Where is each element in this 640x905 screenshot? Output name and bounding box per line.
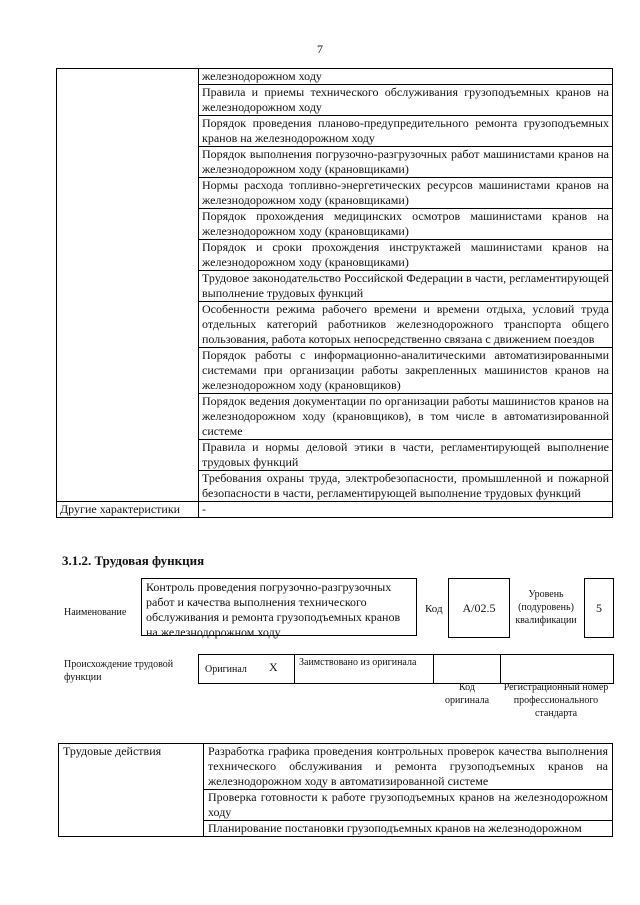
level-value: 5 (596, 600, 602, 615)
knowledge-item: Порядок выполнения погрузочно-разгрузочных работ машинистами кранов на железнодорожном ходу (крановщиками) (199, 147, 613, 178)
original-cell (198, 654, 295, 684)
labor-action-item: Проверка готовности к работе грузоподъемных кранов на железнодорожном ходу (204, 790, 613, 821)
knowledge-label-cell (57, 69, 199, 502)
code-box (448, 578, 510, 638)
other-characteristics-value: - (199, 502, 613, 518)
knowledge-item: Трудовое законодательство Российской Федерации в части, регламентирующей выполнение трудовых функций (199, 271, 613, 302)
code-label: Код (425, 603, 443, 615)
original-mark: X (269, 660, 278, 674)
table-row (57, 502, 613, 518)
knowledge-item: Порядок работы с информационно-аналитическими автоматизированными системами при организации работы закрепленных машинистов кранов на железнодорожном ходу (крановщиков) (199, 348, 613, 394)
level-box (584, 578, 614, 638)
section-title: 3.1.2. Трудовая функция (62, 553, 205, 568)
labor-actions-label: Трудовые действия (59, 744, 204, 837)
knowledge-item: Правила и нормы деловой этики в части, регламентирующей выполнение трудовых функций (199, 440, 613, 471)
knowledge-item: Требования охраны труда, электробезопасности, промышленной и пожарной безопасности в части, регламентирующей выполнение трудовых функций (199, 471, 613, 502)
origin-code-caption: Код оригинала (444, 682, 490, 706)
page-number: 7 (317, 42, 323, 56)
level-label: Уровень (подуровень) квалификации (515, 589, 577, 626)
origin-code-cell (433, 654, 501, 684)
original-label: Оригинал (205, 664, 247, 675)
borrowed-label: Заимствовано из оригинала (299, 657, 417, 668)
borrowed-cell (294, 654, 434, 684)
knowledge-item: Порядок ведения документации по организации работы машинистов кранов на железнодорожном ходу (крановщиков), в том числе в автоматизированной системе (199, 394, 613, 440)
function-name-box (141, 578, 417, 639)
knowledge-item: Порядок проведения планово-предупредительного ремонта грузоподъемных кранов на железнодорожном ходу (199, 116, 613, 147)
registration-caption: Регистрационный номер профессионального стандарта (503, 682, 609, 719)
other-characteristics-label: Другие характеристики (57, 502, 199, 518)
code-value: A/02.5 (462, 600, 496, 615)
knowledge-item: Правила и приемы технического обслуживания грузоподъемных кранов на железнодорожном ходу (199, 85, 613, 116)
labor-action-item: Разработка графика проведения контрольных проверок качества выполнения технического обслуживания и ремонта грузоподъемных кранов на железнодорожном ходу в автоматизированной системе (204, 744, 613, 790)
knowledge-item: железнодорожном ходу (199, 69, 613, 85)
knowledge-item: Порядок и сроки прохождения инструктажей машинистами кранов на железнодорожном ходу (крановщиками) (199, 240, 613, 271)
labor-actions-table (58, 743, 613, 837)
function-name: Контроль проведения погрузочно-разгрузочных работ и качества выполнения технического обслуживания и ремонта грузоподъемных кранов на железнодорожном ходу (146, 580, 401, 639)
registration-cell (500, 654, 614, 684)
name-label: Наименование (64, 607, 127, 618)
labor-action-item: Планирование постановки грузоподъемных кранов на железнодорожном (204, 821, 613, 837)
knowledge-item: Особенности режима рабочего времени и времени отдыха, условий труда отдельных категорий работников железнодорожного транспорта общего пользования, работа которых непосредственно связана с движением поездов (199, 302, 613, 348)
origin-label: Происхождение трудовой функции (64, 659, 174, 683)
table-row (57, 69, 613, 85)
knowledge-table (56, 68, 613, 518)
table-row (59, 744, 613, 790)
knowledge-item: Порядок прохождения медицинских осмотров машинистами кранов на железнодорожном ходу (крановщиками) (199, 209, 613, 240)
knowledge-item: Нормы расхода топливно-энергетических ресурсов машинистами кранов на железнодорожном ходу (крановщиками) (199, 178, 613, 209)
